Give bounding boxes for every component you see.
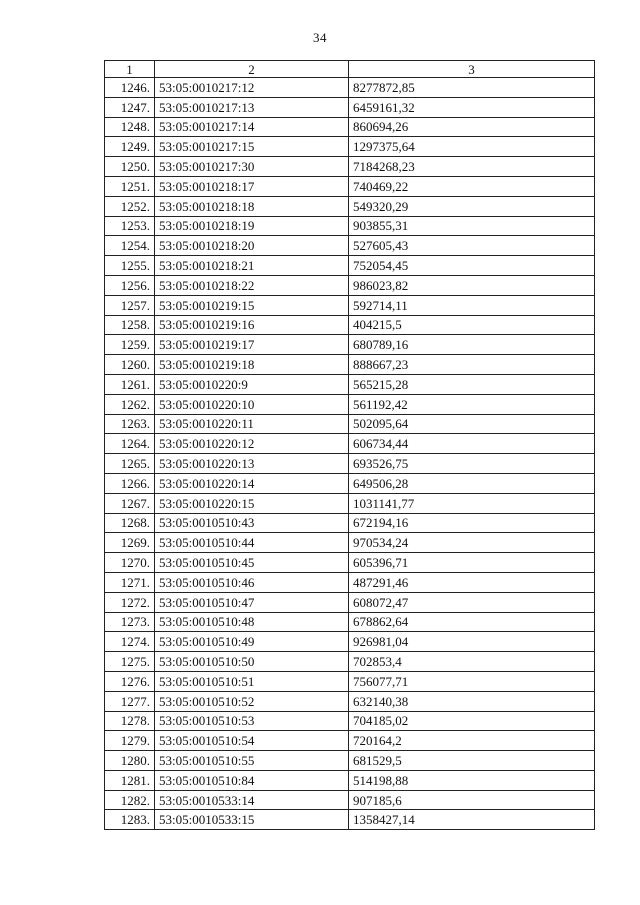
row-number-cell: 1259.: [105, 335, 155, 355]
row-number-cell: 1251.: [105, 176, 155, 196]
page-number: 34: [313, 30, 327, 45]
row-number-cell: 1279.: [105, 731, 155, 751]
cadastral-number-cell: 53:05:0010510:50: [155, 652, 349, 672]
table-row: [105, 671, 595, 691]
table-row: [105, 731, 595, 751]
cadastral-value-cell: 649506,28: [349, 473, 595, 493]
row-number-cell: 1257.: [105, 295, 155, 315]
cadastral-value-cell: 527605,43: [349, 236, 595, 256]
cadastral-value-cell: 681529,5: [349, 751, 595, 771]
cadastral-number-cell: 53:05:0010220:14: [155, 473, 349, 493]
cadastral-value-cell: 903855,31: [349, 216, 595, 236]
row-number-cell: 1273.: [105, 612, 155, 632]
cadastral-number-cell: 53:05:0010220:15: [155, 493, 349, 513]
cadastral-value-cell: 561192,42: [349, 394, 595, 414]
column-header-value: 3: [349, 61, 595, 78]
cadastral-value-cell: 702853,4: [349, 652, 595, 672]
cadastral-number-cell: 53:05:0010533:15: [155, 810, 349, 830]
cadastral-number-cell: 53:05:0010510:49: [155, 632, 349, 652]
row-number-cell: 1261.: [105, 374, 155, 394]
table-row: [105, 572, 595, 592]
cadastral-number-cell: 53:05:0010510:47: [155, 592, 349, 612]
table-row: [105, 790, 595, 810]
cadastral-number-cell: 53:05:0010218:17: [155, 176, 349, 196]
table-row: [105, 394, 595, 414]
cadastral-value-cell: 502095,64: [349, 414, 595, 434]
row-number-cell: 1283.: [105, 810, 155, 830]
cadastral-number-cell: 53:05:0010510:55: [155, 751, 349, 771]
table-row: [105, 434, 595, 454]
table-row: [105, 355, 595, 375]
table-row: [105, 196, 595, 216]
row-number-cell: 1277.: [105, 691, 155, 711]
table-row: [105, 751, 595, 771]
row-number-cell: 1269.: [105, 533, 155, 553]
cadastral-value-cell: 672194,16: [349, 513, 595, 533]
cadastral-value-cell: 752054,45: [349, 256, 595, 276]
cadastral-value-cell: 720164,2: [349, 731, 595, 751]
table-row: [105, 157, 595, 177]
table-row: [105, 414, 595, 434]
cadastral-value-cell: 986023,82: [349, 275, 595, 295]
row-number-cell: 1275.: [105, 652, 155, 672]
table-row: [105, 553, 595, 573]
cadastral-value-cell: 487291,46: [349, 572, 595, 592]
cadastral-value-cell: 632140,38: [349, 691, 595, 711]
table-row: [105, 97, 595, 117]
cadastral-number-cell: 53:05:0010510:51: [155, 671, 349, 691]
cadastral-value-cell: 6459161,32: [349, 97, 595, 117]
cadastral-number-cell: 53:05:0010217:14: [155, 117, 349, 137]
cadastral-number-cell: 53:05:0010510:48: [155, 612, 349, 632]
table-row: [105, 493, 595, 513]
table-row: [105, 236, 595, 256]
cadastral-value-cell: 704185,02: [349, 711, 595, 731]
cadastral-value-cell: 565215,28: [349, 374, 595, 394]
row-number-cell: 1264.: [105, 434, 155, 454]
row-number-cell: 1276.: [105, 671, 155, 691]
row-number-cell: 1258.: [105, 315, 155, 335]
row-number-cell: 1272.: [105, 592, 155, 612]
row-number-cell: 1263.: [105, 414, 155, 434]
table-row: [105, 256, 595, 276]
cadastral-value-table: [104, 60, 595, 830]
cadastral-number-cell: 53:05:0010220:11: [155, 414, 349, 434]
cadastral-value-cell: 888667,23: [349, 355, 595, 375]
cadastral-value-cell: 605396,71: [349, 553, 595, 573]
row-number-cell: 1267.: [105, 493, 155, 513]
table-row: [105, 513, 595, 533]
cadastral-value-cell: 7184268,23: [349, 157, 595, 177]
cadastral-value-cell: 1358427,14: [349, 810, 595, 830]
cadastral-number-cell: 53:05:0010510:52: [155, 691, 349, 711]
cadastral-value-cell: 970534,24: [349, 533, 595, 553]
cadastral-value-cell: 926981,04: [349, 632, 595, 652]
table-body: [105, 78, 595, 830]
row-number-cell: 1262.: [105, 394, 155, 414]
row-number-cell: 1268.: [105, 513, 155, 533]
cadastral-value-cell: 678862,64: [349, 612, 595, 632]
cadastral-number-cell: 53:05:0010220:9: [155, 374, 349, 394]
table-row: [105, 711, 595, 731]
cadastral-value-cell: 608072,47: [349, 592, 595, 612]
table-row: [105, 295, 595, 315]
row-number-cell: 1270.: [105, 553, 155, 573]
row-number-cell: 1265.: [105, 454, 155, 474]
cadastral-value-cell: 693526,75: [349, 454, 595, 474]
cadastral-number-cell: 53:05:0010220:13: [155, 454, 349, 474]
cadastral-number-cell: 53:05:0010510:84: [155, 770, 349, 790]
header-row: [105, 61, 595, 78]
table-row: [105, 315, 595, 335]
cadastral-number-cell: 53:05:0010510:43: [155, 513, 349, 533]
table-row: [105, 137, 595, 157]
cadastral-value-cell: 907185,6: [349, 790, 595, 810]
table-row: [105, 770, 595, 790]
cadastral-number-cell: 53:05:0010510:53: [155, 711, 349, 731]
table-row: [105, 454, 595, 474]
cadastral-value-cell: 514198,88: [349, 770, 595, 790]
table-row: [105, 473, 595, 493]
row-number-cell: 1256.: [105, 275, 155, 295]
table-row: [105, 275, 595, 295]
cadastral-value-cell: 606734,44: [349, 434, 595, 454]
table-row: [105, 533, 595, 553]
cadastral-number-cell: 53:05:0010218:20: [155, 236, 349, 256]
cadastral-value-cell: 680789,16: [349, 335, 595, 355]
row-number-cell: 1260.: [105, 355, 155, 375]
cadastral-number-cell: 53:05:0010510:46: [155, 572, 349, 592]
table-row: [105, 612, 595, 632]
cadastral-value-cell: 592714,11: [349, 295, 595, 315]
cadastral-number-cell: 53:05:0010218:18: [155, 196, 349, 216]
table-row: [105, 374, 595, 394]
row-number-cell: 1246.: [105, 78, 155, 98]
cadastral-number-cell: 53:05:0010218:22: [155, 275, 349, 295]
cadastral-number-cell: 53:05:0010510:45: [155, 553, 349, 573]
cadastral-number-cell: 53:05:0010218:19: [155, 216, 349, 236]
cadastral-value-cell: 740469,22: [349, 176, 595, 196]
cadastral-value-cell: 404215,5: [349, 315, 595, 335]
cadastral-value-cell: 756077,71: [349, 671, 595, 691]
cadastral-value-cell: 1297375,64: [349, 137, 595, 157]
row-number-cell: 1253.: [105, 216, 155, 236]
row-number-cell: 1248.: [105, 117, 155, 137]
row-number-cell: 1282.: [105, 790, 155, 810]
cadastral-number-cell: 53:05:0010217:15: [155, 137, 349, 157]
table-row: [105, 78, 595, 98]
row-number-cell: 1254.: [105, 236, 155, 256]
row-number-cell: 1274.: [105, 632, 155, 652]
cadastral-number-cell: 53:05:0010217:13: [155, 97, 349, 117]
row-number-cell: 1280.: [105, 751, 155, 771]
cadastral-number-cell: 53:05:0010217:30: [155, 157, 349, 177]
row-number-cell: 1255.: [105, 256, 155, 276]
row-number-cell: 1249.: [105, 137, 155, 157]
row-number-cell: 1252.: [105, 196, 155, 216]
cadastral-number-cell: 53:05:0010220:12: [155, 434, 349, 454]
cadastral-number-cell: 53:05:0010219:18: [155, 355, 349, 375]
table-row: [105, 691, 595, 711]
table-row: [105, 652, 595, 672]
row-number-cell: 1266.: [105, 473, 155, 493]
cadastral-number-cell: 53:05:0010217:12: [155, 78, 349, 98]
cadastral-value-cell: 860694,26: [349, 117, 595, 137]
cadastral-value-cell: 8277872,85: [349, 78, 595, 98]
table-row: [105, 117, 595, 137]
table-row: [105, 592, 595, 612]
column-header-cadastral-number: 2: [155, 61, 349, 78]
table-row: [105, 632, 595, 652]
row-number-cell: 1247.: [105, 97, 155, 117]
table-row: [105, 810, 595, 830]
table-header: [105, 61, 595, 78]
cadastral-number-cell: 53:05:0010510:54: [155, 731, 349, 751]
cadastral-number-cell: 53:05:0010510:44: [155, 533, 349, 553]
row-number-cell: 1271.: [105, 572, 155, 592]
cadastral-value-cell: 1031141,77: [349, 493, 595, 513]
table-row: [105, 176, 595, 196]
cadastral-number-cell: 53:05:0010533:14: [155, 790, 349, 810]
cadastral-number-cell: 53:05:0010219:16: [155, 315, 349, 335]
table-row: [105, 216, 595, 236]
cadastral-value-cell: 549320,29: [349, 196, 595, 216]
column-header-number: 1: [105, 61, 155, 78]
row-number-cell: 1278.: [105, 711, 155, 731]
cadastral-number-cell: 53:05:0010219:17: [155, 335, 349, 355]
cadastral-number-cell: 53:05:0010218:21: [155, 256, 349, 276]
row-number-cell: 1281.: [105, 770, 155, 790]
table-row: [105, 335, 595, 355]
cadastral-number-cell: 53:05:0010219:15: [155, 295, 349, 315]
row-number-cell: 1250.: [105, 157, 155, 177]
cadastral-number-cell: 53:05:0010220:10: [155, 394, 349, 414]
